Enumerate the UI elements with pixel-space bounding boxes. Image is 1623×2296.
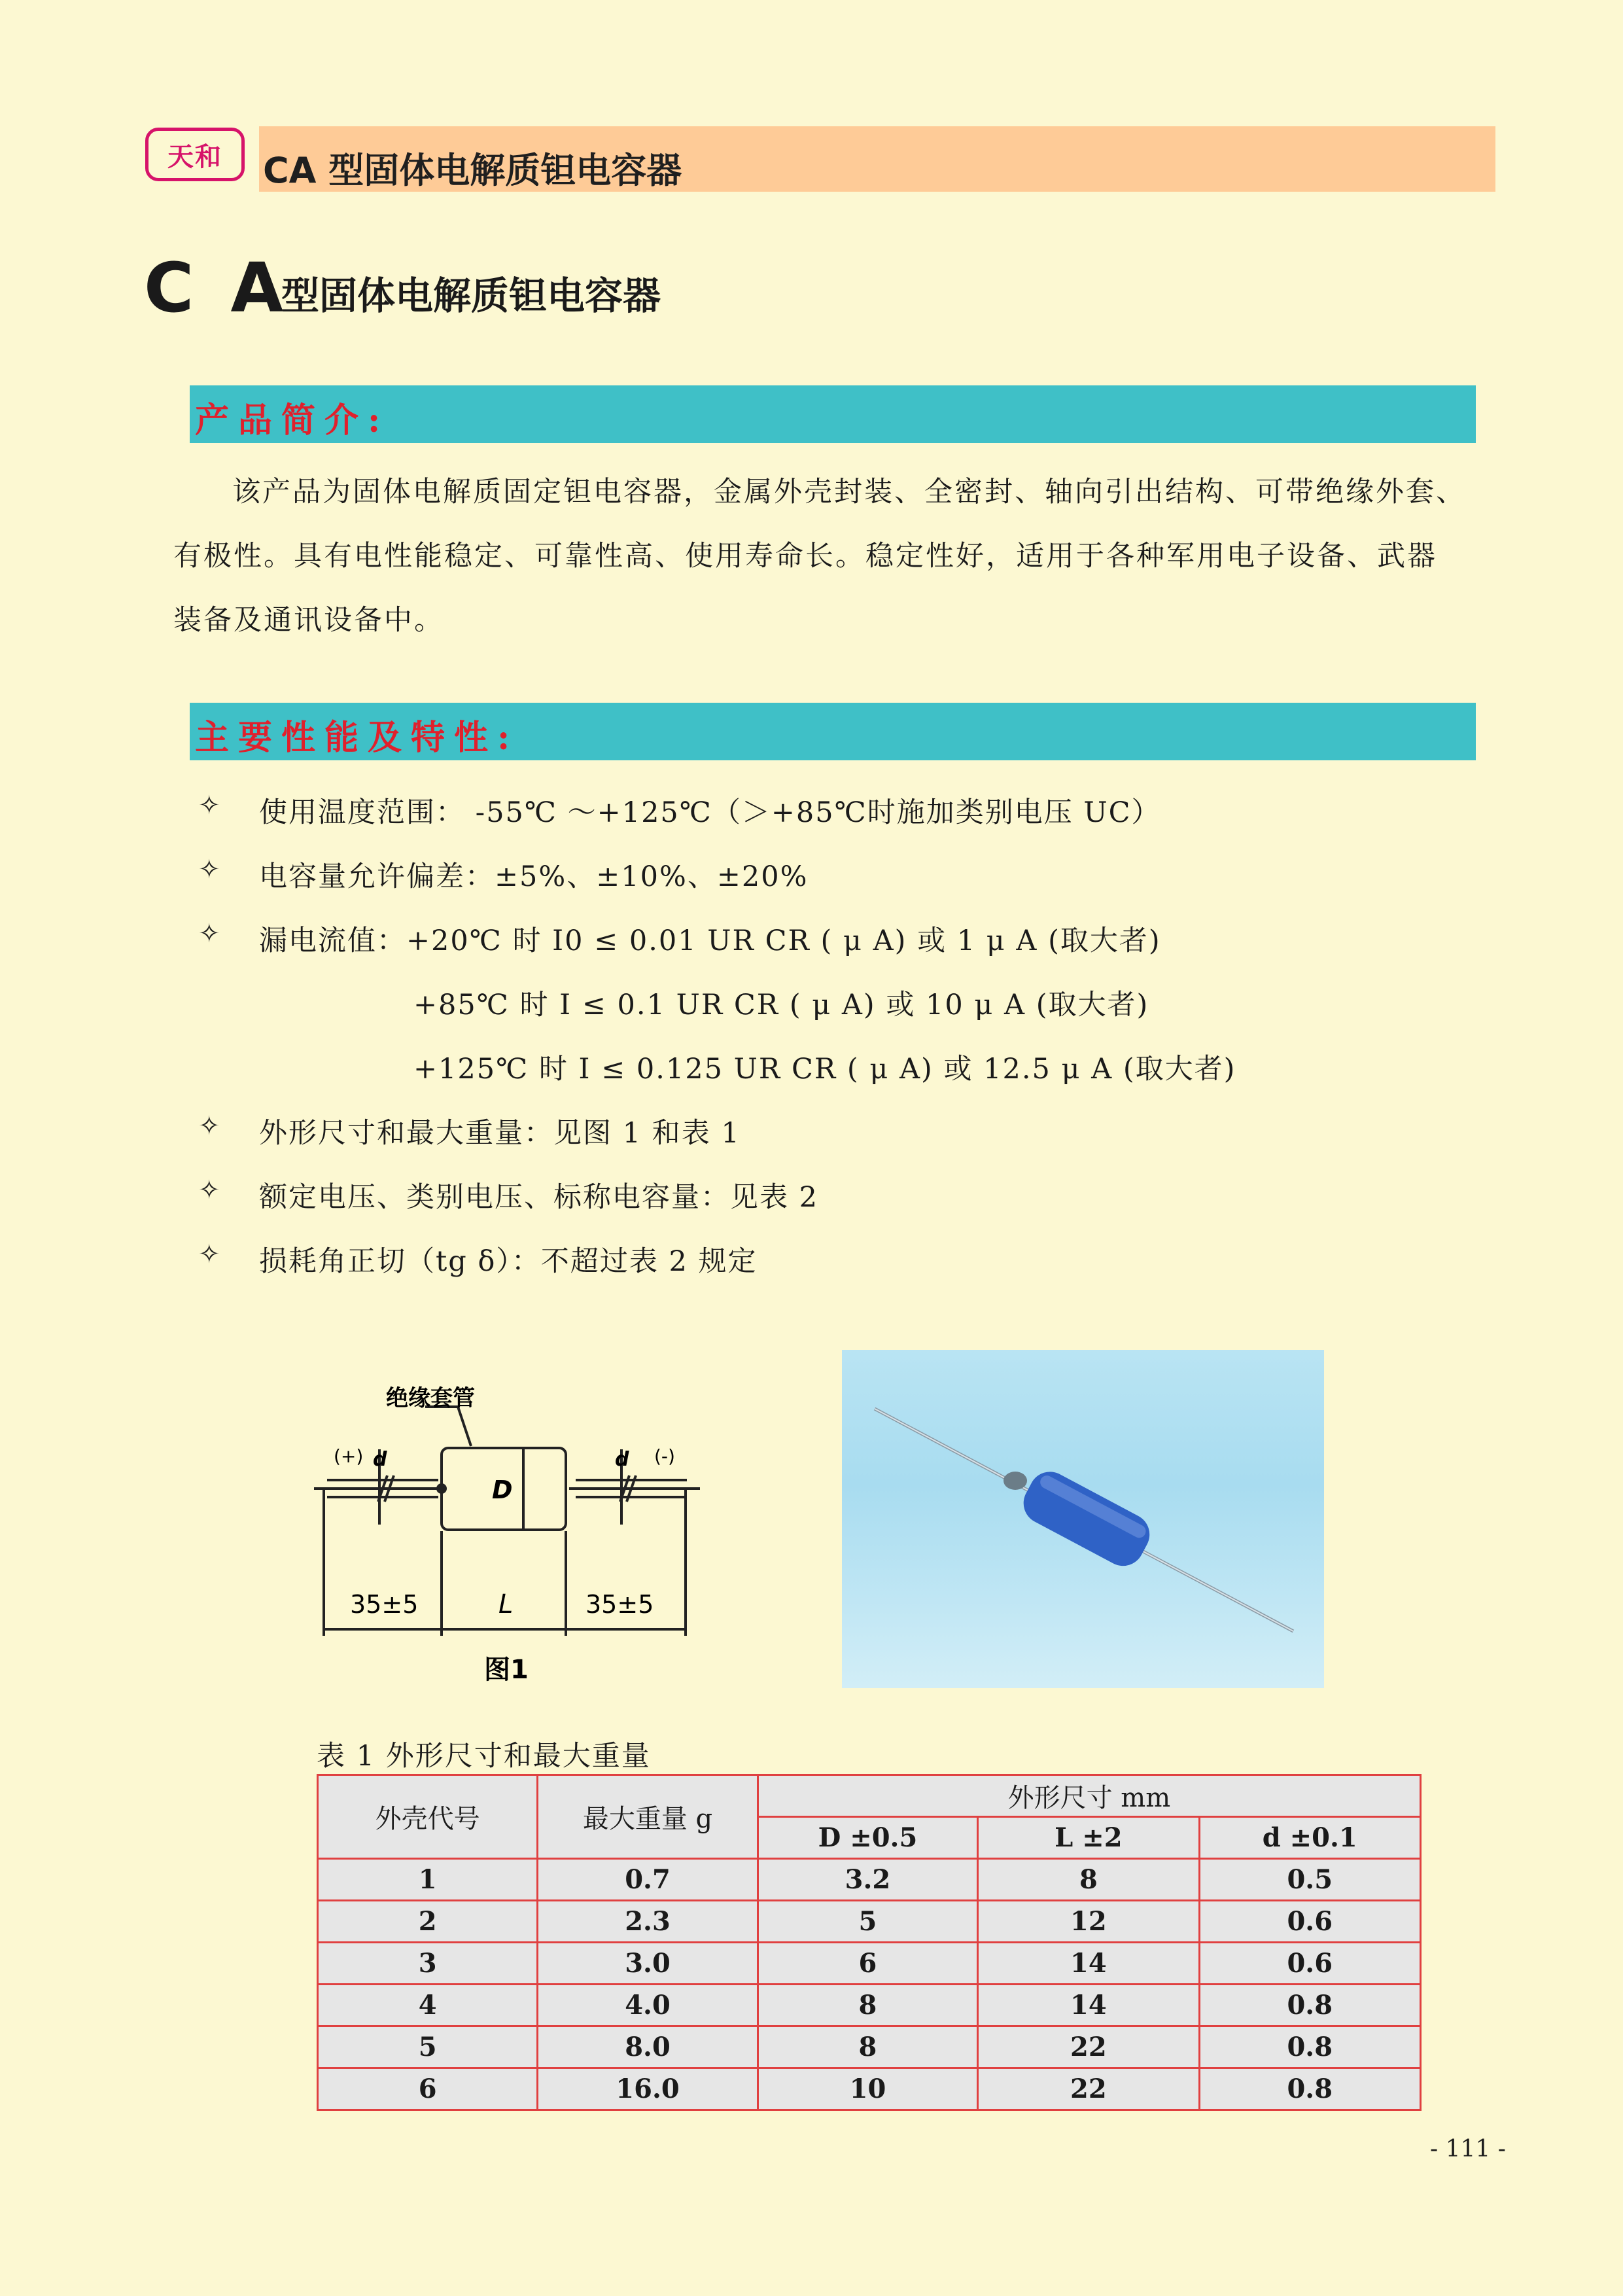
- cell-L: 22: [978, 2068, 1199, 2110]
- cell-weight: 4.0: [538, 1985, 758, 2026]
- cell-L: 14: [978, 1985, 1199, 2026]
- dimension-weight-table: [317, 1774, 1422, 2111]
- cell-d: 0.8: [1199, 2068, 1420, 2110]
- lead-diameter-label-right: d: [615, 1448, 629, 1471]
- cell-code: 4: [318, 1985, 538, 2026]
- header-dimensions: 外形尺寸 mm: [758, 1775, 1420, 1817]
- feature-tolerance: 电容量允许偏差：±5%、±10%、±20%: [259, 860, 809, 893]
- cell-D: 8: [758, 2026, 977, 2068]
- diamond-bullet-icon: ✧: [198, 1175, 220, 1205]
- figure-caption: 图1: [484, 1655, 529, 1685]
- cell-D: 3.2: [758, 1859, 977, 1901]
- cell-weight: 0.7: [538, 1859, 758, 1901]
- intro-line-3: 装备及通讯设备中。: [173, 604, 444, 637]
- cell-code: 5: [318, 2026, 538, 2068]
- cell-d: 0.6: [1199, 1901, 1420, 1943]
- cell-code: 6: [318, 2068, 538, 2110]
- right-lead-length-label: 35±5: [585, 1590, 654, 1619]
- feature-voltage: 额定电压、类别电压、标称电容量：见表 2: [259, 1181, 819, 1214]
- cell-weight: 3.0: [538, 1943, 758, 1985]
- left-lead-length-label: 35±5: [350, 1590, 419, 1619]
- header-L: L ±2: [978, 1817, 1199, 1859]
- diamond-bullet-icon: ✧: [198, 855, 220, 885]
- table-row: [318, 1859, 1421, 1901]
- feature-temperature: 使用温度范围： -55℃ ～+125℃（＞+85℃时施加类别电压 UC）: [259, 796, 1161, 829]
- feature-dimensions: 外形尺寸和最大重量：见图 1 和表 1: [259, 1117, 741, 1150]
- sleeve-label: 绝缘套管: [386, 1385, 475, 1411]
- header-D: D ±0.5: [758, 1817, 977, 1859]
- cell-d: 0.5: [1199, 1859, 1420, 1901]
- intro-line-2: 有极性。具有电性能稳定、可靠性高、使用寿命长。稳定性好，适用于各种军用电子设备、武器: [173, 540, 1437, 573]
- cell-d: 0.6: [1199, 1943, 1420, 1985]
- cell-d: 0.8: [1199, 1985, 1420, 2026]
- cell-L: 12: [978, 1901, 1199, 1943]
- features-heading: 主要性能及特性:: [195, 718, 519, 758]
- body-length-label: L: [498, 1589, 514, 1619]
- table-row: [318, 1901, 1421, 1943]
- header-d: d ±0.1: [1199, 1817, 1420, 1859]
- lead-diameter-label-left: d: [373, 1448, 387, 1471]
- feature-leakage-85: +85℃ 时 I ≤ 0.1 UR CR ( μ A) 或 10 μ A (取大者): [413, 989, 1149, 1021]
- table-row: [318, 2068, 1421, 2110]
- intro-line-1: 该产品为固体电解质固定钽电容器，金属外壳封装、全密封、轴向引出结构、可带绝缘外套、: [232, 476, 1466, 508]
- cell-L: 22: [978, 2026, 1199, 2068]
- header-case-code: 外壳代号: [318, 1775, 538, 1859]
- positive-lead-label: (+): [334, 1445, 364, 1467]
- page-title: 型固体电解质钽电容器: [281, 274, 661, 318]
- diamond-bullet-icon: ✧: [198, 919, 220, 949]
- diamond-bullet-icon: ✧: [198, 790, 220, 821]
- intro-heading: 产品简介:: [195, 400, 390, 440]
- header-title: CA 型固体电解质钽电容器: [263, 150, 682, 191]
- cell-d: 0.8: [1199, 2026, 1420, 2068]
- table-caption: 表 1 外形尺寸和最大重量: [317, 1740, 651, 1773]
- table-row: [318, 1943, 1421, 1985]
- cell-L: 14: [978, 1943, 1199, 1985]
- cell-D: 8: [758, 1985, 977, 2026]
- feature-loss-tangent: 损耗角正切（tg δ）：不超过表 2 规定: [259, 1245, 758, 1278]
- cell-D: 6: [758, 1943, 977, 1985]
- table-row: [318, 2026, 1421, 2068]
- cell-L: 8: [978, 1859, 1199, 1901]
- feature-leakage: 漏电流值：+20℃ 时 I0 ≤ 0.01 UR CR ( μ A) 或 1 μ A (取大者): [259, 925, 1161, 957]
- cell-weight: 8.0: [538, 2026, 758, 2068]
- table-row: [318, 1985, 1421, 2026]
- body-diameter-label: D: [492, 1475, 513, 1504]
- cell-code: 3: [318, 1943, 538, 1985]
- big-title-prefix: C A: [144, 248, 290, 328]
- negative-lead-label: (-): [654, 1445, 675, 1467]
- product-photo: [842, 1350, 1324, 1688]
- cell-D: 5: [758, 1901, 977, 1943]
- feature-leakage-125: +125℃ 时 I ≤ 0.125 UR CR ( μ A) 或 12.5 μ A (取大者): [413, 1053, 1236, 1086]
- cell-weight: 2.3: [538, 1901, 758, 1943]
- diamond-bullet-icon: ✧: [198, 1111, 220, 1141]
- diamond-bullet-icon: ✧: [198, 1239, 220, 1269]
- brand-logo: 天和: [145, 128, 245, 181]
- header-max-weight: 最大重量 g: [538, 1775, 758, 1859]
- dimension-drawing: [307, 1374, 713, 1708]
- cell-code: 2: [318, 1901, 538, 1943]
- cell-D: 10: [758, 2068, 977, 2110]
- capacitor-image: [842, 1350, 1324, 1688]
- cell-code: 1: [318, 1859, 538, 1901]
- cell-weight: 16.0: [538, 2068, 758, 2110]
- page-number: - 111 -: [1430, 2136, 1506, 2163]
